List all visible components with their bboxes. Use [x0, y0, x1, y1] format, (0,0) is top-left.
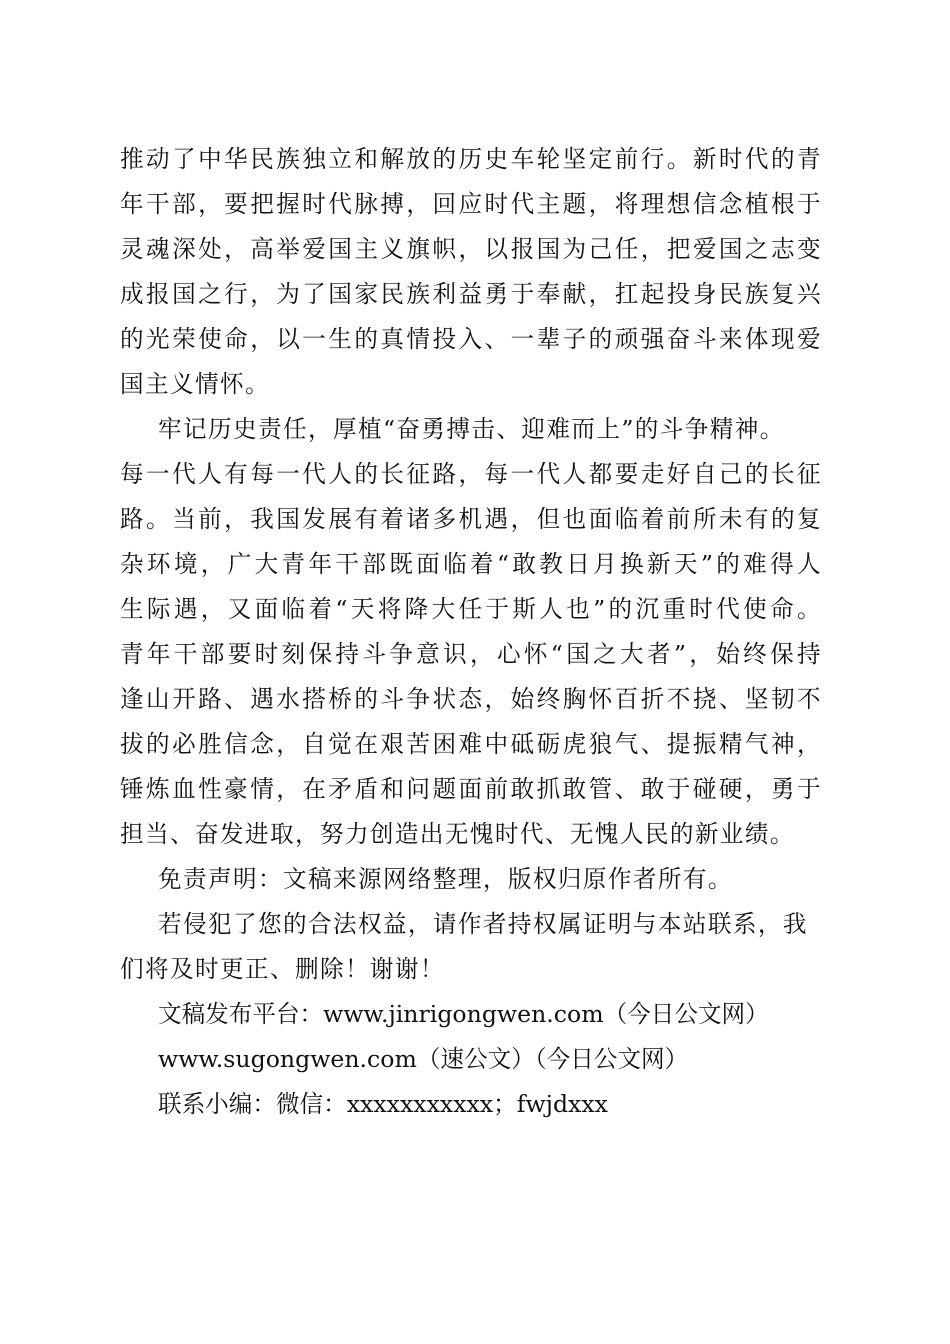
text-line: 杂环境，广大青年干部既面临着“敢教日月换新天”的难得人 [120, 550, 822, 578]
copyright-line: 若侵犯了您的合法权益，请作者持权属证明与本站联系，我 [158, 910, 808, 938]
text-line: 锤炼血性豪情，在矛盾和问题面前敢抓敢管、敢于碰硬，勇于 [120, 775, 822, 803]
text-line: 拔的必胜信念，自觉在艰苦困难中砥砺虎狼气、提振精气神， [120, 730, 822, 758]
paragraph-contact [120, 1082, 822, 1127]
text-line: 推动了中华民族独立和解放的历史车轮坚定前行。新时代的青 [120, 145, 822, 173]
disclaimer-line: 免责声明：文稿来源网络整理，版权归原作者所有。 [158, 865, 733, 893]
platform-line: 文稿发布平台：www.jinrigongwen.com（今日公文网） [158, 1000, 769, 1028]
text-line: 国主义情怀。 [120, 370, 270, 398]
platform-line: www.sugongwen.com（速公文）（今日公文网） [158, 1045, 689, 1073]
text-line: 灵魂深处，高举爱国主义旗帜，以报国为己任，把爱国之志变 [120, 235, 822, 263]
text-line: 青年干部要时刻保持斗争意识，心怀“国之大者”，始终保持 [120, 640, 822, 668]
copyright-line: 们将及时更正、删除！谢谢！ [120, 955, 445, 983]
paragraph-platform-secondary [120, 1037, 822, 1082]
text-line: 逢山开路、遇水搭桥的斗争状态，始终胸怀百折不挠、坚韧不 [120, 685, 822, 713]
text-line: 年干部，要把握时代脉搏，回应时代主题，将理想信念植根于 [120, 190, 822, 218]
paragraph-platform-primary [120, 992, 822, 1037]
document-body [120, 137, 822, 1127]
paragraph-historical-responsibility [120, 407, 822, 857]
text-line: 每一代人有每一代人的长征路，每一代人都要走好自己的长征 [120, 460, 822, 488]
contact-line: 联系小编：微信：xxxxxxxxxxx；fwjdxxx [158, 1090, 608, 1118]
paragraph-disclaimer [120, 857, 822, 902]
paragraph-copyright-notice [120, 902, 822, 992]
text-line: 成报国之行，为了国家民族利益勇于奉献，扛起投身民族复兴 [120, 280, 822, 308]
paragraph-patriotism-ending [120, 137, 822, 407]
text-line: 生际遇，又面临着“天将降大任于斯人也”的沉重时代使命。 [120, 595, 822, 623]
text-line: 的光荣使命，以一生的真情投入、一辈子的顽强奋斗来体现爱 [120, 325, 822, 353]
text-line: 路。当前，我国发展有着诸多机遇，但也面临着前所未有的复 [120, 505, 822, 533]
text-line: 担当、奋发进取，努力创造出无愧时代、无愧人民的新业绩。 [120, 820, 795, 848]
text-line: 牢记历史责任，厚植“奋勇搏击、迎难而上”的斗争精神。 [158, 415, 785, 443]
